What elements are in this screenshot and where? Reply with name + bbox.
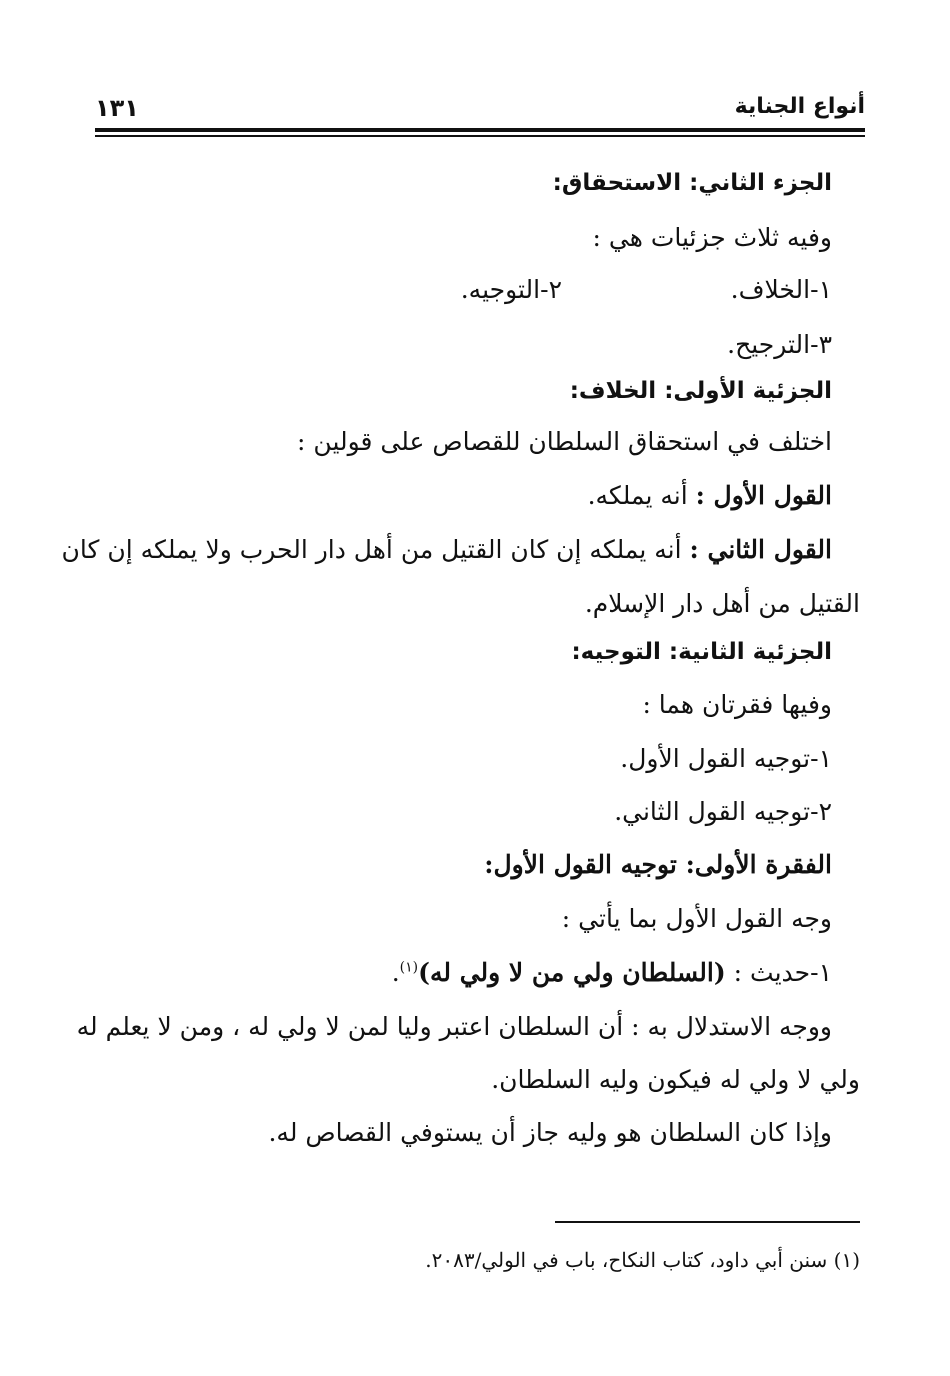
header-rule-thin <box>95 135 865 137</box>
paragraph-line: وفيها فقرتان هما : <box>642 690 832 719</box>
footnote-rule <box>555 1221 860 1223</box>
paragraph-line <box>588 476 832 516</box>
paragraph-line: وجه القول الأول بما يأتي : <box>561 904 832 933</box>
paragraph-line: ووجه الاستدلال به : أن السلطان اعتبر وليا لمن لا ولي له ، ومن لا يعلم له <box>76 1012 832 1041</box>
paragraph-line: وفيه ثلاث جزئيات هي : <box>592 223 832 252</box>
paragraph-line: اختلف في استحقاق السلطان للقصاص على قولين : <box>297 427 832 456</box>
subsection-heading: الجزئية الثانية: التوجيه: <box>571 639 832 665</box>
page-number: ١٣١ <box>95 94 139 122</box>
paragraph-line <box>392 953 832 993</box>
footnote: (١) سنن أبي داود، كتاب النكاح، باب في الولي/٢٠٨٣. <box>425 1248 860 1272</box>
list-item: ٢-توجيه القول الثاني. <box>614 797 832 826</box>
footnote-marker: (١) <box>399 959 419 976</box>
paragraph-line <box>61 530 832 570</box>
hadith-text: (السلطان ولي من لا ولي له) <box>418 958 726 987</box>
paragraph-heading: الفقرة الأولى: توجيه القول الأول: <box>484 850 832 879</box>
hadith-label: ١-حديث : <box>725 958 832 987</box>
section-heading: الجزء الثاني: الاستحقاق: <box>552 170 832 196</box>
paragraph-line: القتيل من أهل دار الإسلام. <box>584 589 860 618</box>
period: . <box>391 958 400 987</box>
subsection-heading: الجزئية الأولى: الخلاف: <box>569 378 832 404</box>
term-label: القول الثاني : <box>689 535 832 564</box>
list-item: ١-الخلاف. <box>730 275 832 304</box>
list-item: ١-توجيه القول الأول. <box>620 744 832 773</box>
running-header <box>95 92 865 126</box>
paragraph-line: وإذا كان السلطان هو وليه جاز أن يستوفي القصاص له. <box>268 1118 832 1147</box>
header-rule-thick <box>95 128 865 132</box>
list-row <box>332 270 832 310</box>
term-label: القول الأول : <box>695 481 832 510</box>
term-text: أنه يملكه. <box>587 481 696 510</box>
chapter-title: أنواع الجناية <box>734 94 865 119</box>
term-text: أنه يملكه إن كان القتيل من أهل دار الحرب ولا يملكه إن كان <box>61 535 690 564</box>
list-item: ٢-التوجيه. <box>460 275 562 304</box>
list-item: ٣-الترجيح. <box>727 330 832 359</box>
paragraph-line: ولي لا ولي له فيكون وليه السلطان. <box>491 1065 860 1094</box>
